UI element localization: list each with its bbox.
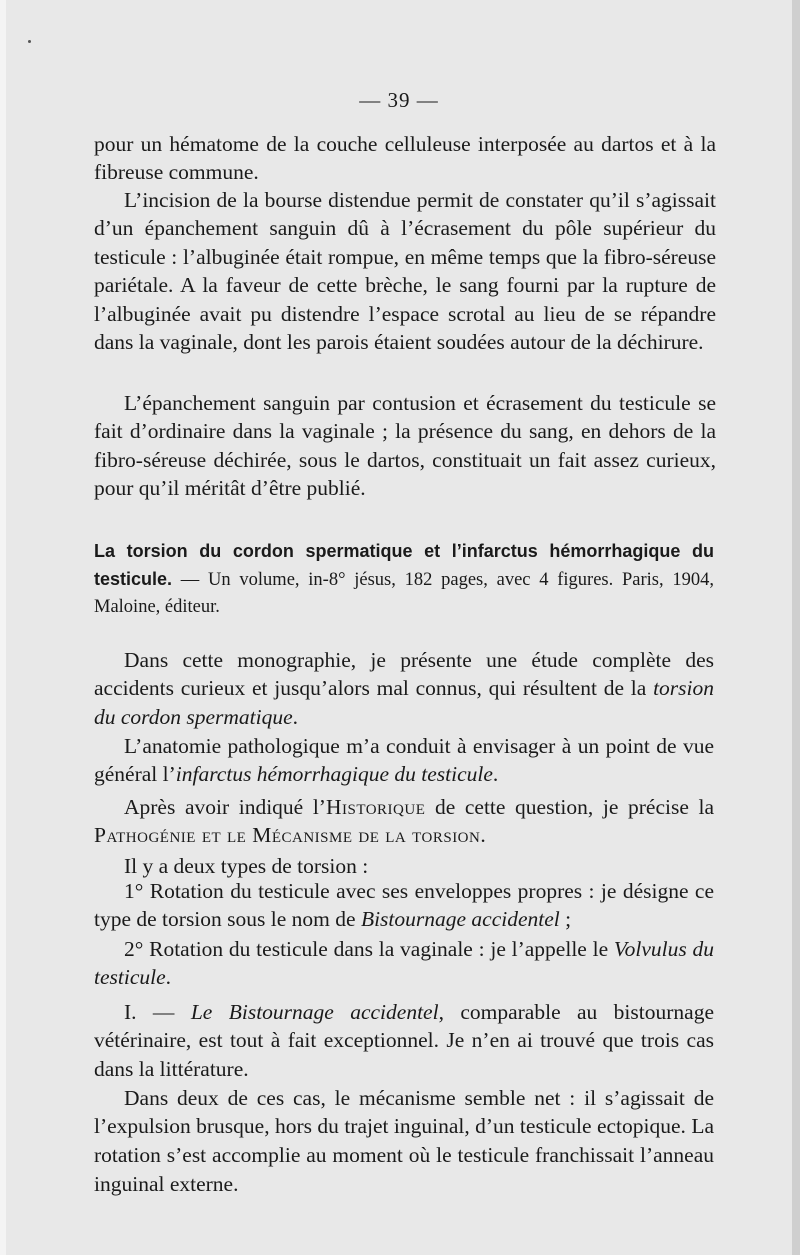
italic-run: Bistournage accidentel — [360, 907, 560, 932]
italic-run: torsion du cordon spermatique — [94, 676, 714, 730]
text-run: Après avoir indiqué l’ — [124, 794, 326, 819]
paragraph-2-text: L’incision de la bourse distendue permit de constater qu’il s’agissait d’un épanchement sanguin dû à l’écrasement du pôle supérieur du testicule : l’albuginée était rompue, en même temps que la fibro-séreuse pariétale. A la faveur de cette brèche, le sang fourni par la rupture de l’albuginée avait pu distendre l’espace scrotal au lieu de se répandre dans la vaginale, dont les parois étaient soudées autour de la déchirure. — [94, 188, 716, 355]
text-run: de cette question, je précise la — [425, 794, 714, 819]
paragraph-3-text: L’épanchement sanguin par contusion et écrasement du testicule se fait d’ordinaire dans la vaginale ; la présence du sang, en dehors de la fibro-séreuse déchirée, sous le dartos, constituait un fait assez curieux, pour qu’il méritât d’être publié. — [94, 391, 716, 501]
paragraph-mecanisme — [94, 1062, 714, 1220]
paragraph-1-text: pour un hématome de la couche celluleuse interposée au dartos et à la fibreuse commune. — [94, 132, 716, 185]
italic-run: infarctus hémorrhagique du testicule — [175, 762, 493, 787]
text-run: 2° Rotation du testicule dans la vaginale : je l’appelle le — [124, 936, 614, 961]
small-caps-run: Pathogénie et le Mécanisme de la torsion — [94, 823, 481, 848]
text-run: Dans cette monographie, je présente une étude complète des accidents curieux et jusqu’alors mal connus, qui résultent de la — [94, 647, 714, 701]
paragraph-3 — [94, 389, 716, 503]
italic-run: Le Bistournage accidentel — [190, 999, 439, 1024]
text-run: . — [492, 762, 499, 787]
reference-title: La torsion du cordon spermatique et l’infarctus hémorrhagique du testicule. — [94, 541, 714, 589]
mecanisme-text: Dans deux de ces cas, le mécanisme semble net : il s’agissait de l’expulsion brusque, hors du trajet inguinal, d’un testicule ectopique. La rotation s’est accomplie au moment où le testicule franchissait l’anneau inguinal externe. — [94, 1085, 714, 1196]
text-run: 1° Rotation du testicule avec ses enveloppes propres : je désigne ce type de torsion sous le nom de — [94, 878, 714, 932]
text-run: L’anatomie pathologique m’a conduit à envisager à un point de vue général l’ — [94, 733, 714, 787]
text-run: I. — — [124, 999, 191, 1024]
text-run: , comparable au bistournage vétérinaire, est tout à fait exceptionnel. Je n’en ai trouvé que trois cas dans la littérature. — [94, 999, 714, 1082]
italic-run: Volvulus du testicule — [94, 936, 714, 990]
text-run: . — [165, 965, 172, 990]
page-number: — 39 — — [359, 88, 439, 112]
types-text: Il y a deux types de torsion : — [124, 853, 369, 878]
text-run: . — [480, 823, 486, 848]
paper-speck — [28, 40, 31, 43]
bibliographic-reference — [94, 538, 714, 621]
small-caps-run: Historique — [325, 794, 426, 819]
paragraph-1 — [94, 130, 716, 187]
text-run: . — [292, 705, 299, 730]
reference-details: — Un volume, in-8° jésus, 182 pages, avec 4 figures. Paris, 1904, Maloine, éditeur. — [94, 570, 715, 617]
paragraph-2 — [94, 186, 716, 356]
text-run: ; — [559, 907, 572, 932]
